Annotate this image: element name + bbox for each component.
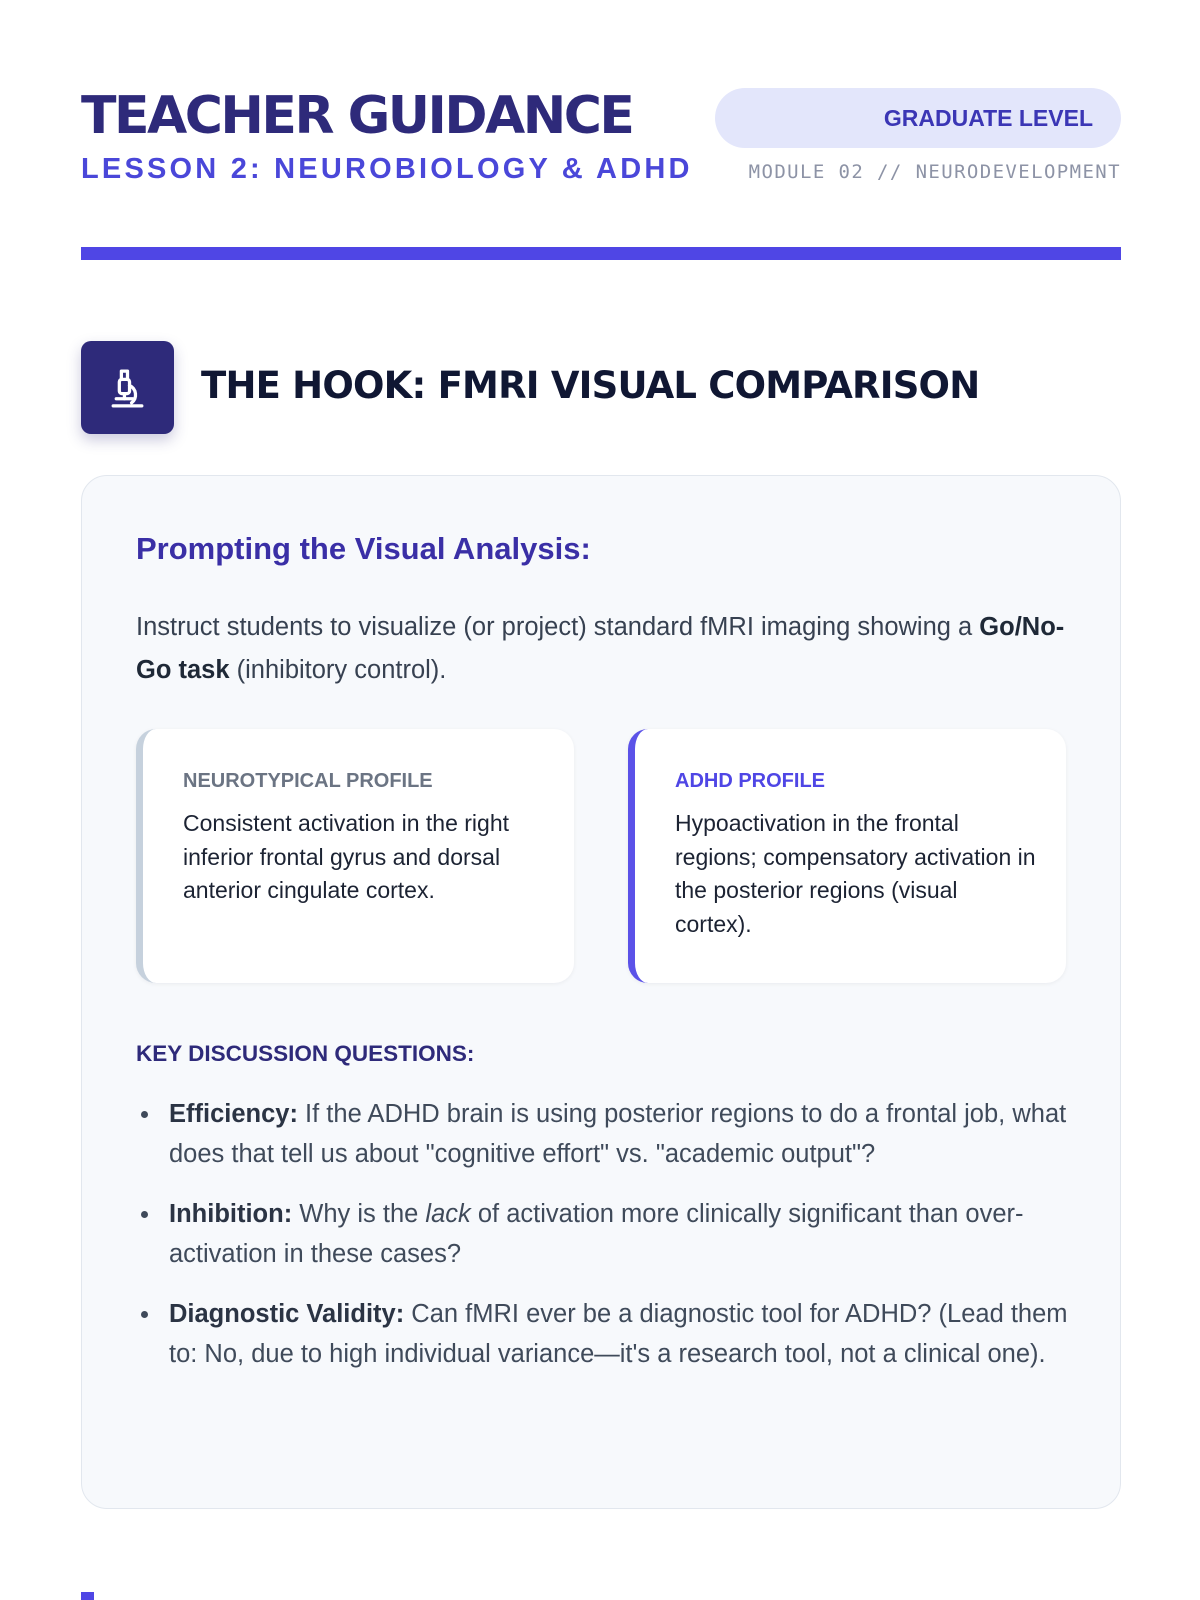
bullet-icon (141, 1311, 148, 1318)
adhd-profile-card (628, 729, 1066, 983)
list-item (136, 1194, 1076, 1274)
list-item (136, 1294, 1076, 1374)
neurotypical-profile-card (136, 729, 574, 983)
list-item (136, 1094, 1076, 1174)
question-text: Can fMRI ever be a diagnostic tool for ADHD? (Lead them to: No, due to high individual variance—it's a research tool, not a clinical one). (169, 1300, 1068, 1368)
microscope-icon (103, 363, 152, 412)
guidance-card (81, 475, 1121, 1509)
questions-heading: KEY DISCUSSION QUESTIONS: (136, 1041, 475, 1066)
question-text: If the ADHD brain is using posterior regions to do a frontal job, what does that tell us about "cognitive effort" vs. "academic output"? (169, 1100, 1067, 1168)
document-header (81, 86, 1121, 186)
question-term: Diagnostic Validity: (169, 1300, 405, 1328)
module-code: MODULE 02 // NEURODEVELOPMENT (748, 161, 1121, 183)
bullet-icon (141, 1211, 148, 1218)
profile-description: Consistent activation in the right inferior frontal gyrus and dorsal anterior cingulate cortex. (183, 810, 510, 903)
question-term: Inhibition: (169, 1200, 293, 1228)
page-title: TEACHER GUIDANCE (81, 86, 633, 146)
profile-description: Hypoactivation in the frontal regions; compensatory activation in the posterior regions (visual cortex). (675, 810, 1036, 937)
question-term: Efficiency: (169, 1100, 298, 1128)
question-text-after: of activation more clinically significant than over-activation in these cases? (169, 1200, 1024, 1268)
card-heading: Prompting the Visual Analysis: (136, 531, 591, 566)
section-icon-badge (81, 341, 174, 434)
card-intro (136, 606, 1066, 692)
profile-label: ADHD PROFILE (675, 770, 825, 792)
question-text-before: Why is the (292, 1200, 426, 1228)
lesson-title: LESSON 2: NEUROBIOLOGY & ADHD (81, 153, 693, 185)
section-title: THE HOOK: FMRI VISUAL COMPARISON (201, 364, 980, 407)
question-emphasis: lack (425, 1200, 471, 1228)
discussion-questions-list (136, 1094, 1076, 1394)
intro-text-before: Instruct students to visualize (or project) standard fMRI imaging showing a (136, 613, 980, 641)
bullet-icon (141, 1111, 148, 1118)
intro-text-after: (inhibitory control). (229, 656, 447, 684)
level-badge: GRADUATE LEVEL (715, 88, 1121, 148)
intro-task-name: Go/No-Go task (136, 613, 1065, 684)
profile-label: NEUROTYPICAL PROFILE (183, 770, 433, 792)
next-section-marker (81, 1592, 94, 1600)
header-divider (81, 247, 1121, 260)
